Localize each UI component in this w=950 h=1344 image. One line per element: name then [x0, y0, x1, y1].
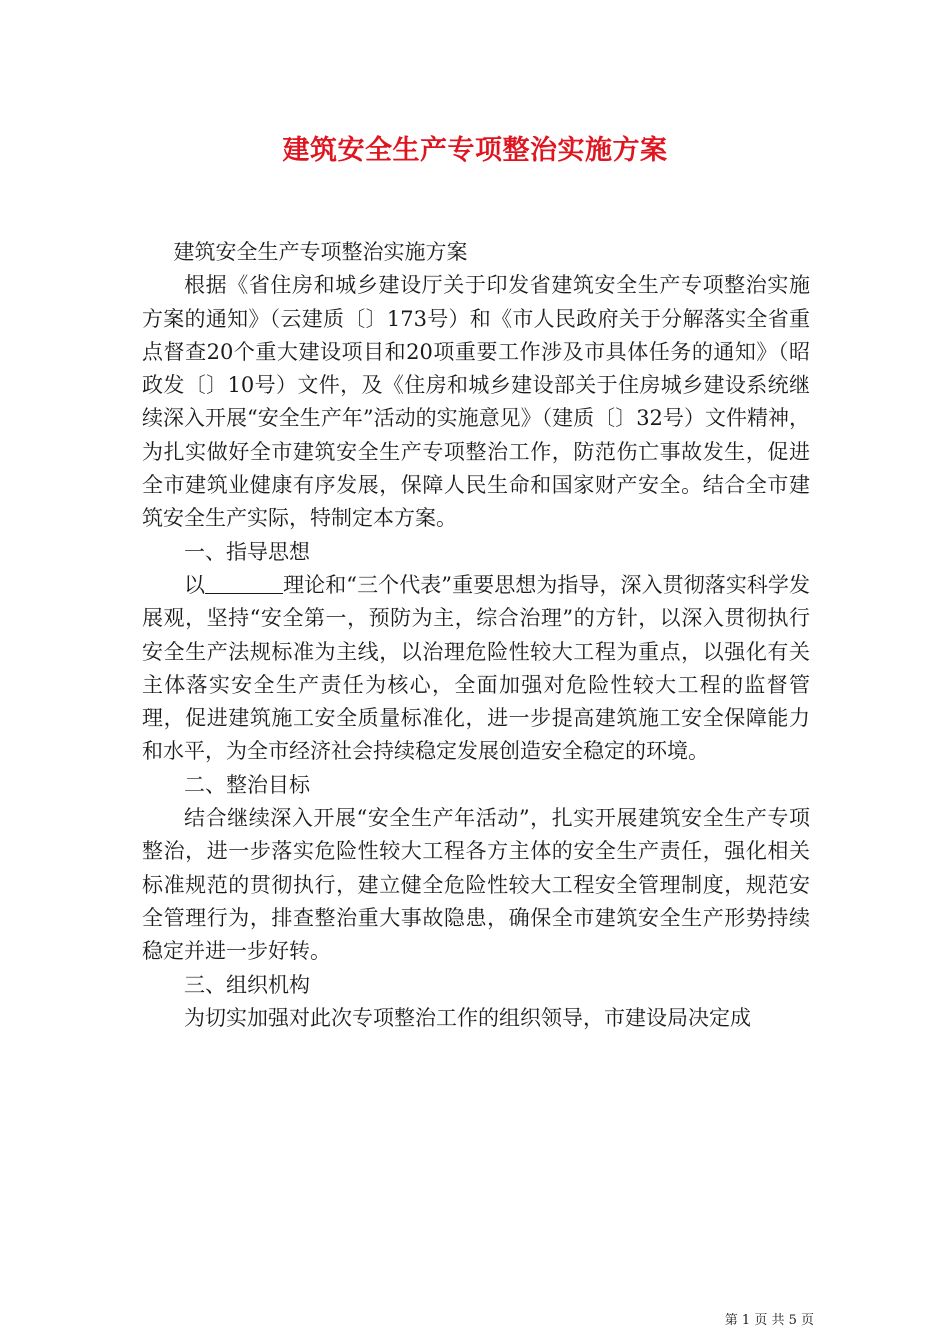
- guiding-ideology-paragraph: [142, 569, 810, 769]
- objectives-paragraph: 结合继续深入开展“安全生产年活动”，扎实开展建筑安全生产专项整治，进一步落实危险性较大工程各方主体的安全生产责任，强化相关标准规范的贯彻执行，建立健全危险性较大工程安全管理制度，规范安全管理行为，排查整治重大事故隐患，确保全市建筑安全生产形势持续稳定并进一步好转。: [142, 806, 810, 964]
- section-heading-organization: 三、组织机构: [184, 972, 310, 997]
- document-body: [142, 236, 810, 1035]
- section-heading-objectives: 二、整治目标: [184, 772, 310, 797]
- guiding-ideology-text: 理论和“三个代表”重要思想为指导，深入贯彻落实科学发展观，坚持“安全第一，预防为主，综合治理”的方针，以深入贯彻执行安全生产法规标准为主线，以治理危险性较大工程为重点，以强化有关主体落实安全生产责任为核心，全面加强对危险性较大工程的监督管理，促进建筑施工安全质量标准化，进一步提高建筑施工安全保障能力和水平，为全市经济社会持续稳定发展创造安全稳定的环境。: [142, 572, 810, 764]
- page-number-footer: 第 1 页 共 5 页: [724, 1313, 814, 1328]
- document-title: 建筑安全生产专项整治实施方案: [282, 135, 668, 166]
- guiding-ideology-prefix: 以: [184, 572, 206, 597]
- organization-paragraph: 为切实加强对此次专项整治工作的组织领导，市建设局决定成: [184, 1005, 751, 1030]
- document-subtitle: 建筑安全生产专项整治实施方案: [173, 240, 468, 264]
- fill-in-blank: [205, 573, 283, 594]
- intro-paragraph: 根据《省住房和城乡建设厅关于印发省建筑安全生产专项整治实施方案的通知》（云建质〔〕173号）和《市人民政府关于分解落实全省重点督查20个重大建设项目和20项重要工作涉及市具体任务的通知》（昭政发〔〕10号）文件，及《住房和城乡建设部关于住房城乡建设系统继续深入开展“安全生产年”活动的实施意见》（建质〔〕32号）文件精神，为扎实做好全市建筑安全生产专项整治工作，防范伤亡事故发生，促进全市建筑业健康有序发展，保障人民生命和国家财产安全。结合全市建筑安全生产实际，特制定本方案。: [142, 273, 810, 531]
- section-heading-guiding-ideology: 一、指导思想: [184, 539, 310, 564]
